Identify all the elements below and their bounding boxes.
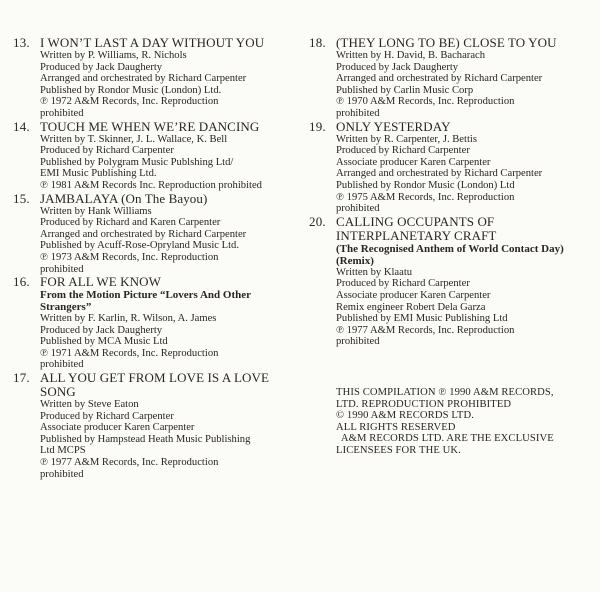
- track-credit-line: Arranged and orchestrated by Richard Carpenter: [336, 73, 543, 85]
- track-credit-line: ℗ 1977 A&M Records, Inc. Reproduction: [40, 457, 219, 469]
- track-entry: [13, 371, 298, 480]
- track-credit-line: Produced by Richard and Karen Carpenter: [40, 217, 221, 229]
- track-entry: [309, 120, 599, 215]
- track-title: CALLING OCCUPANTS OF: [336, 213, 495, 229]
- track-credit-line: ℗ 1973 A&M Records, Inc. Reproduction: [40, 251, 219, 263]
- track-credit-line: prohibited: [40, 468, 84, 480]
- track-credit-line: ℗ 1970 A&M Records, Inc. Reproduction: [336, 96, 515, 108]
- track-credit-line: ℗ 1981 A&M Records Inc. Reproduction prohibited: [40, 179, 262, 191]
- track-number: 19.: [309, 118, 326, 134]
- track-credit-line: Published by Rondor Music (London) Ltd: [336, 179, 515, 191]
- footer-line: ALL RIGHTS RESERVED: [336, 421, 456, 433]
- track-subtitle: (The Recognised Anthem of World Contact Day): [336, 242, 564, 255]
- track-credit-line: Arranged and orchestrated by Richard Carpenter: [336, 168, 543, 180]
- track-list-left: [13, 36, 298, 480]
- track-credit-line: Written by R. Carpenter, J. Bettis: [336, 133, 477, 145]
- track-credit-line: prohibited: [336, 336, 380, 348]
- track-credit-line: prohibited: [40, 359, 84, 371]
- track-credit-line: Associate producer Karen Carpenter: [336, 289, 491, 301]
- track-title: I WON’T LAST A DAY WITHOUT YOU: [40, 35, 265, 50]
- track-credit-line: Ltd MCPS: [40, 445, 86, 457]
- track-entry: [13, 36, 298, 120]
- footer-line: LTD. REPRODUCTION PROHIBITED: [336, 398, 512, 410]
- track-credit-line: Written by Klaatu: [336, 266, 413, 278]
- track-credit-line: Published by EMI Music Publishing Ltd: [336, 313, 508, 325]
- track-credit-line: Produced by Jack Daugherty: [40, 324, 163, 336]
- track-number: 15.: [13, 190, 30, 206]
- track-credit-line: Published by Acuff-Rose-Opryland Music Ltd.: [40, 240, 240, 252]
- track-entry: [309, 215, 599, 348]
- track-credit-line: ℗ 1972 A&M Records, Inc. Reproduction: [40, 96, 219, 108]
- track-credit-line: Arranged and orchestrated by Richard Carpenter: [40, 228, 247, 240]
- track-credit-line: Associate producer Karen Carpenter: [40, 422, 195, 434]
- track-credit-line: Associate producer Karen Carpenter: [336, 156, 491, 168]
- track-title: ALL YOU GET FROM LOVE IS A LOVE: [40, 370, 270, 386]
- track-subtitle: (Remix): [336, 254, 374, 267]
- track-title: JAMBALAYA (On The Bayou): [40, 190, 208, 206]
- track-credit-line: ℗ 1971 A&M Records, Inc. Reproduction: [40, 347, 219, 359]
- track-credit-line: Written by T. Skinner, J. L. Wallace, K. Bell: [40, 133, 228, 145]
- track-credit-line: Published by MCA Music Ltd: [40, 336, 168, 348]
- track-credit-line: prohibited: [40, 263, 84, 275]
- track-credit-line: Written by Steve Eaton: [40, 399, 139, 411]
- track-credit-line: Published by Carlin Music Corp: [336, 84, 474, 96]
- track-credit-line: prohibited: [336, 203, 380, 215]
- track-entry: [309, 36, 599, 120]
- footer-line: © 1990 A&M RECORDS LTD.: [336, 410, 474, 422]
- track-entry: [13, 275, 298, 371]
- track-credit-line: Published by Rondor Music (London) Ltd.: [40, 84, 222, 96]
- copyright-notice: [336, 387, 554, 457]
- footer-line: A&M RECORDS LTD. ARE THE EXCLUSIVE: [336, 433, 554, 445]
- track-credit-line: Produced by Richard Carpenter: [336, 278, 470, 290]
- track-number: 13.: [13, 35, 30, 50]
- track-number: 18.: [309, 35, 326, 50]
- track-number: 14.: [13, 118, 30, 134]
- track-credit-line: Written by H. David, B. Bacharach: [336, 50, 486, 61]
- track-title: SONG: [40, 384, 76, 400]
- footer-line: LICENSEES FOR THE UK.: [336, 444, 461, 456]
- track-credit-line: Produced by Jack Daugherty: [336, 61, 459, 73]
- track-credit-line: Published by Hampstead Heath Music Publishing: [40, 433, 251, 445]
- track-credit-line: ℗ 1975 A&M Records, Inc. Reproduction: [336, 191, 515, 203]
- track-credit-line: Produced by Richard Carpenter: [40, 410, 174, 422]
- track-credit-line: EMI Music Publishing Ltd.: [40, 168, 157, 180]
- track-number: 20.: [309, 213, 326, 229]
- track-credit-line: Written by F. Karlin, R. Wilson, A. James: [40, 313, 217, 325]
- track-entry: [13, 192, 298, 276]
- track-credit-line: Produced by Jack Daugherty: [40, 61, 163, 73]
- track-credit-line: Produced by Richard Carpenter: [40, 145, 174, 157]
- track-title: TOUCH ME WHEN WE’RE DANCING: [40, 118, 260, 134]
- track-entry: [13, 120, 298, 192]
- track-credit-line: prohibited: [336, 107, 380, 119]
- track-title: FOR ALL WE KNOW: [40, 274, 162, 290]
- track-credit-line: Remix engineer Robert Dela Garza: [336, 301, 486, 313]
- track-subtitle: Strangers”: [40, 301, 92, 314]
- track-credit-line: Written by Hank Williams: [40, 205, 152, 217]
- track-title: INTERPLANETARY CRAFT: [336, 227, 497, 243]
- track-credit-line: Published by Polygram Music Publshing Ltd/: [40, 156, 234, 168]
- track-credit-line: Written by P. Williams, R. Nichols: [40, 50, 187, 61]
- track-credit-line: ℗ 1977 A&M Records, Inc. Reproduction: [336, 324, 515, 336]
- track-title: (THEY LONG TO BE) CLOSE TO YOU: [336, 35, 557, 50]
- track-credit-line: Produced by Richard Carpenter: [336, 145, 470, 157]
- footer-line: THIS COMPILATION ℗ 1990 A&M RECORDS,: [336, 387, 554, 398]
- track-credit-line: Arranged and orchestrated by Richard Carpenter: [40, 73, 247, 85]
- track-credit-line: prohibited: [40, 107, 84, 119]
- track-subtitle: From the Motion Picture “Lovers And Other: [40, 289, 252, 302]
- track-title: ONLY YESTERDAY: [336, 118, 451, 134]
- track-list-right: [309, 36, 599, 348]
- track-number: 16.: [13, 274, 30, 290]
- track-number: 17.: [13, 370, 30, 386]
